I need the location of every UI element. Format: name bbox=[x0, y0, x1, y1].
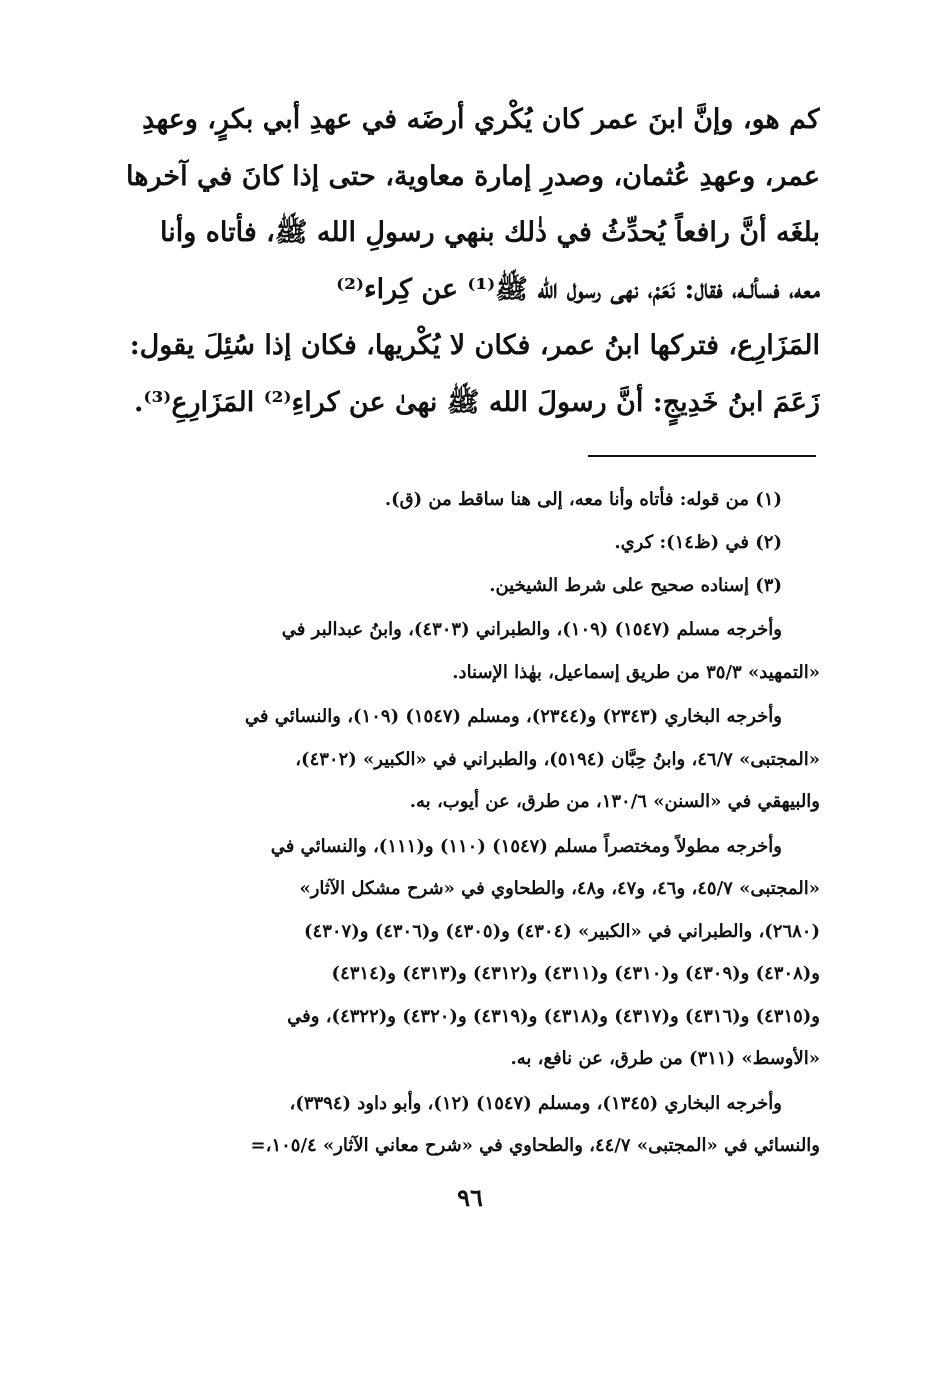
footnote-line: «الأوسط» (٣١١) من طرق، عن نافع، به. bbox=[510, 1048, 820, 1069]
footnote-line: «المجتبى» ٤٥/٧، و٤٦، و٤٧، و٤٨، والطحاوي في «شرح مشكل الآثار» bbox=[299, 878, 820, 899]
footnote-paragraph bbox=[100, 609, 820, 694]
main-text-line: عمر، وعهدِ عُثمان، وصدرِ إمارة معاوية، حتى إذا كانَ في آخرها bbox=[126, 160, 820, 192]
footnote-separator bbox=[588, 455, 816, 457]
footnote-line: «المجتبى» ٤٦/٧، وابنُ حِبَّان (٥١٩٤)، والطبراني في «الكبير» (٤٣٠٢)، bbox=[295, 748, 820, 770]
main-text-line: بلغَه أنَّ رافعاً يُحدِّثُ في ذٰلك بنهي رسولِ الله ﷺ، فأتاه وأنا bbox=[160, 217, 820, 248]
footnote-line: وأخرجه مطولاً ومختصراً مسلم (١٥٤٧) (١١٠) و(١١١)، والنسائي في bbox=[270, 835, 782, 857]
footnote-paragraph bbox=[100, 1083, 820, 1168]
main-text-line: المَزَارِع، فتركها ابنُ عمر، فكان لا يُكْريها، فكان إذا سُئِلَ يقول: bbox=[129, 330, 820, 361]
main-text-line: معه، فسألـه، فقال: نَعَمْ، نهى رسول الله ﷺ⁽¹⁾ عن كِراء⁽²⁾ bbox=[336, 273, 820, 305]
footnote-line: وأخرجه البخاري (١٣٤٥)، ومسلم (١٥٤٧) (١٢)، وأبو داود (٣٣٩٤)، bbox=[289, 1092, 782, 1114]
main-text bbox=[100, 92, 820, 431]
footnotes bbox=[100, 478, 820, 1168]
footnote-line: والنسائي في «المجتبى» ٤٤/٧، والطحاوي في «شرح معاني الآثار» ١٠٥/٤،= bbox=[250, 1135, 820, 1156]
main-text-line: كم هو، وإنَّ ابنَ عمر كان يُكْري أرضَه في عهدِ أبي بكرٍ، وعهدِ bbox=[142, 104, 820, 135]
footnote-line: و(٤٣١٥) و(٤٣١٦) و(٤٣١٧) و(٤٣١٨) و(٤٣١٩) و(٤٣٢٠) و(٤٣٢٢)، وفي bbox=[287, 1005, 820, 1027]
footnote-line: وأخرجه مسلم (١٥٤٧) (١٠٩)، والطبراني (٤٣٠٣)، وابنُ عبدالبر في bbox=[281, 619, 782, 640]
footnote-line: والبيهقي في «السنن» ١٣٠/٦، من طرق، عن أيوب، به. bbox=[409, 791, 820, 812]
footnote-line: و(٤٣٠٨) و(٤٣٠٩) و(٤٣١٠) و(٤٣١١) و(٤٣١٢) و(٤٣١٣) و(٤٣١٤) bbox=[331, 963, 820, 984]
main-text-line: زَعَمَ ابنُ خَدِيجٍ: أنَّ رسولَ الله ﷺ نهىٰ عن كراءِ⁽²⁾ المَزَارِعِ⁽³⁾. bbox=[134, 386, 820, 418]
page-number: ٩٦ bbox=[457, 1183, 483, 1212]
footnote-2: (٢) في (ظ١٤): كري. bbox=[614, 532, 782, 553]
footnote-paragraph bbox=[100, 696, 820, 824]
footnote-1: (١) من قوله: فأتاه وأنا معه، إلى هنا ساقط من (ق). bbox=[384, 489, 782, 510]
footnote-paragraph bbox=[100, 826, 820, 1081]
footnote-line: «التمهيد» ٣٥/٣ من طريق إسماعيل، بهٰذا الإسناد. bbox=[452, 661, 820, 683]
footnote-line: وأخرجه البخاري (٢٣٤٣) و(٢٣٤٤)، ومسلم (١٥٤٧) (١٠٩)، والنسائي في bbox=[244, 706, 782, 727]
footnote-line: (٢٦٨٠)، والطبراني في «الكبير» (٤٣٠٤) و(٤٣٠٥) و(٤٣٠٦) و(٤٣٠٧) bbox=[304, 920, 820, 942]
footnote-3: (٣) إسناده صحيح على شرط الشيخين. bbox=[489, 575, 782, 596]
